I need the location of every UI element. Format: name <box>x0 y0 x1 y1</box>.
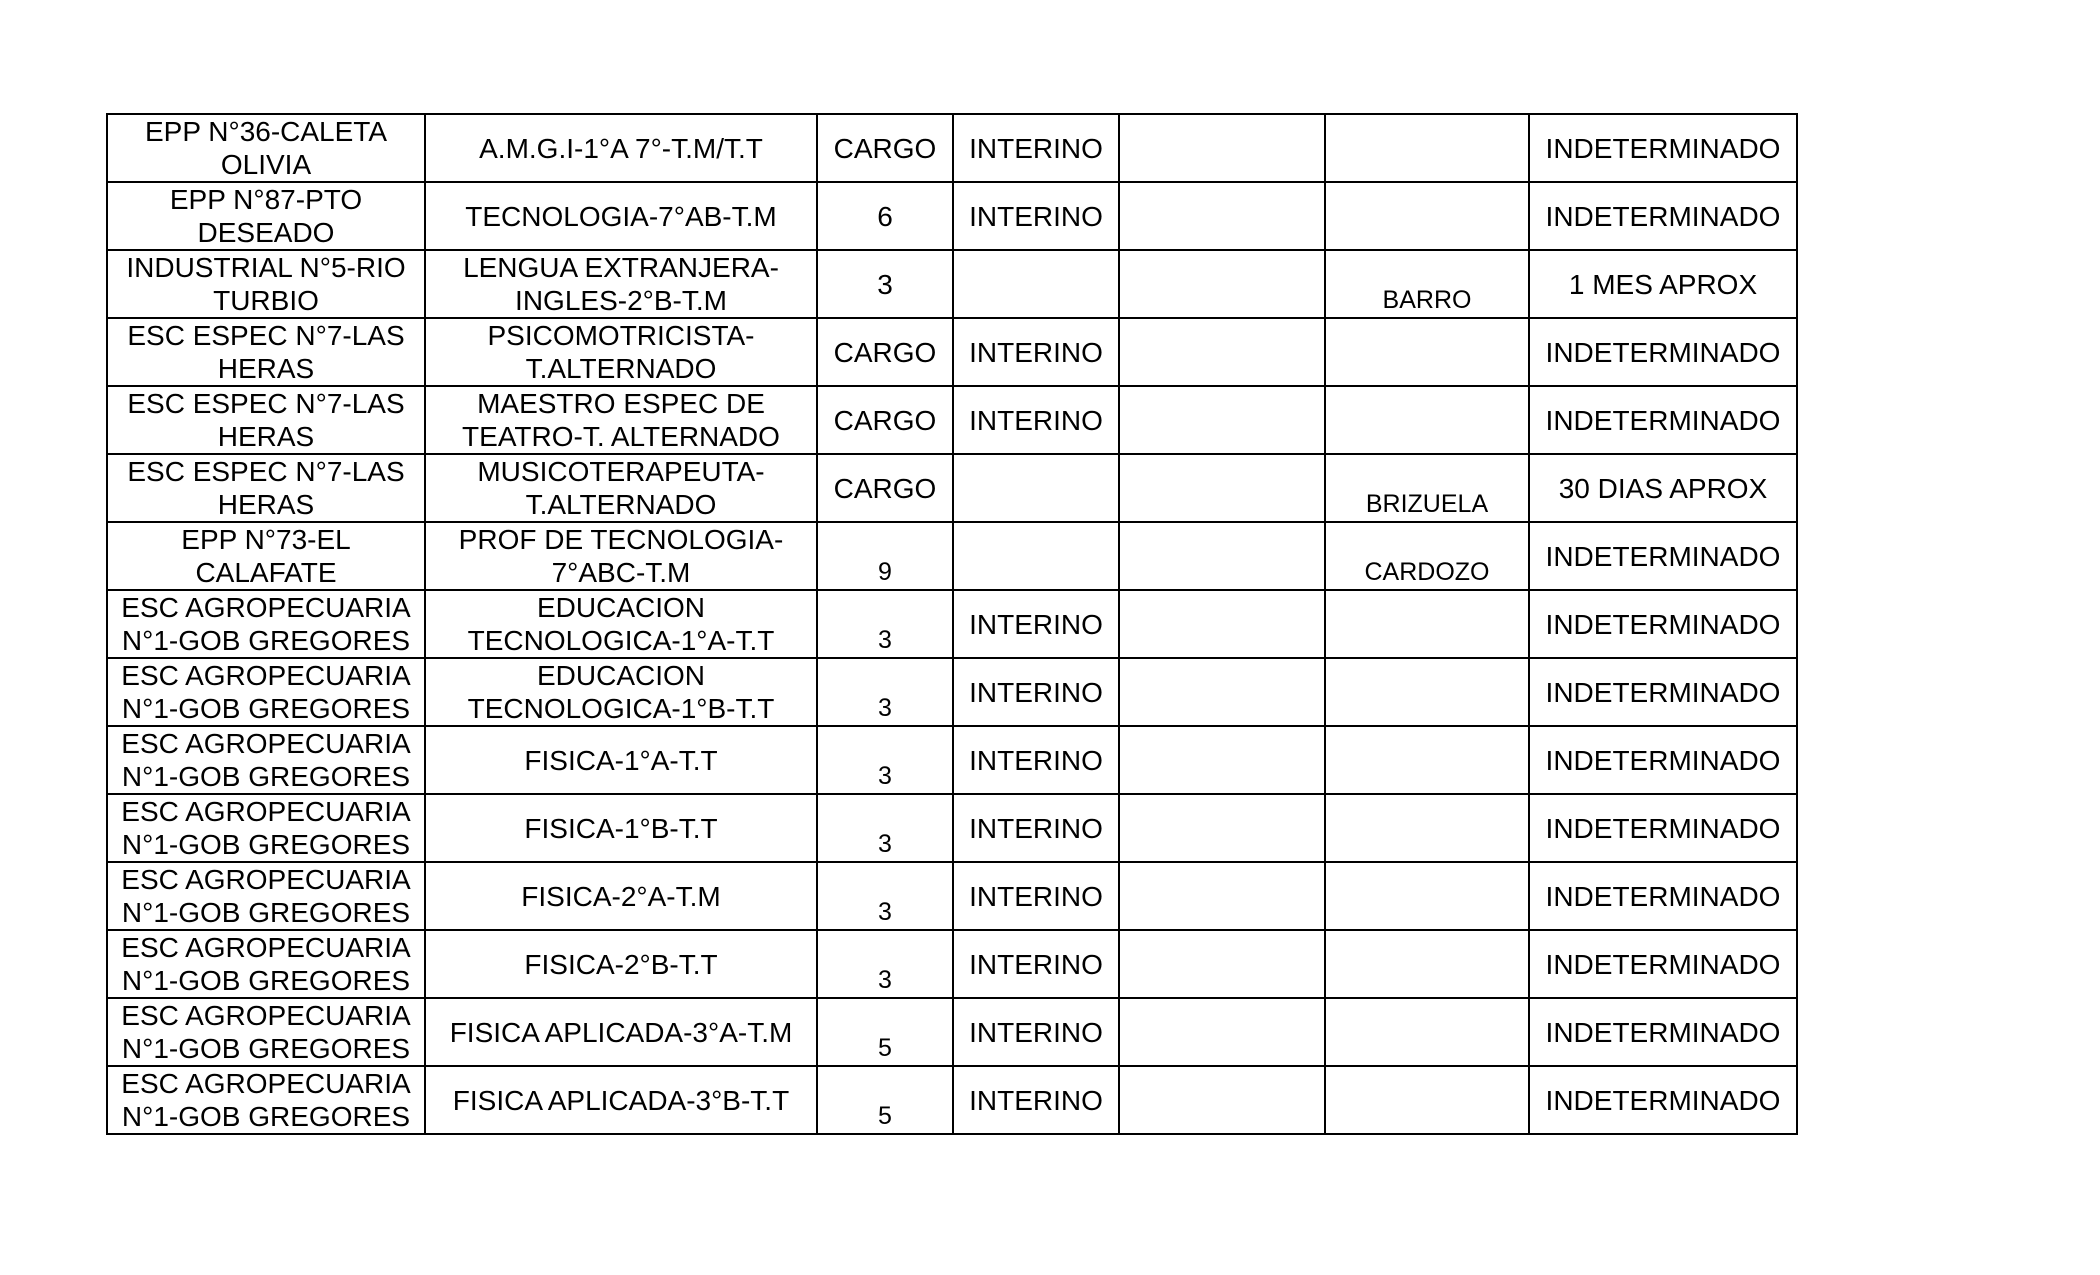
hours-cell-text: 3 <box>878 830 892 858</box>
subject-cell-text: FISICA-2°A-T.M <box>521 880 721 912</box>
school-cell <box>107 862 425 930</box>
subject-cell <box>425 794 817 862</box>
table-row <box>107 794 1797 862</box>
school-cell-text: EPP N°36-CALETA OLIVIA <box>144 116 388 180</box>
school-cell <box>107 794 425 862</box>
hours-cell <box>817 250 953 318</box>
duration-cell-text: INDETERMINADO <box>1545 744 1781 776</box>
status-cell-text: INTERINO <box>969 744 1103 776</box>
subject-cell-text: EDUCACION TECNOLOGICA-1°B-T.T <box>467 660 775 724</box>
extra-cell <box>1119 114 1325 182</box>
duration-cell <box>1529 318 1797 386</box>
school-cell <box>107 590 425 658</box>
status-cell-text: INTERINO <box>969 132 1103 164</box>
table-row <box>107 930 1797 998</box>
status-cell <box>953 930 1119 998</box>
hours-cell-text: 9 <box>878 558 892 586</box>
name-cell <box>1325 998 1529 1066</box>
status-cell <box>953 114 1119 182</box>
status-cell <box>953 182 1119 250</box>
hours-cell-text: CARGO <box>833 336 937 368</box>
school-cell-text: ESC ESPEC N°7-LAS HERAS <box>127 388 405 452</box>
duration-cell-text: INDETERMINADO <box>1545 200 1781 232</box>
subject-cell-text: EDUCACION TECNOLOGICA-1°A-T.T <box>467 592 775 656</box>
extra-cell <box>1119 998 1325 1066</box>
hours-cell <box>817 1066 953 1134</box>
school-cell <box>107 658 425 726</box>
duration-cell <box>1529 590 1797 658</box>
subject-cell-text: LENGUA EXTRANJERA-INGLES-2°B-T.M <box>463 252 779 316</box>
school-cell-text: ESC AGROPECUARIA N°1-GOB GREGORES <box>121 796 411 860</box>
name-cell-text: BRIZUELA <box>1365 490 1489 518</box>
table-row <box>107 1066 1797 1134</box>
school-cell <box>107 522 425 590</box>
hours-cell <box>817 386 953 454</box>
name-cell <box>1325 318 1529 386</box>
school-cell-text: ESC AGROPECUARIA N°1-GOB GREGORES <box>121 592 411 656</box>
duration-cell <box>1529 998 1797 1066</box>
hours-cell <box>817 794 953 862</box>
subject-cell-text: FISICA APLICADA-3°B-T.T <box>452 1084 790 1116</box>
hours-cell <box>817 726 953 794</box>
subject-cell-text: FISICA APLICADA-3°A-T.M <box>449 1016 793 1048</box>
extra-cell <box>1119 454 1325 522</box>
status-cell <box>953 998 1119 1066</box>
name-cell-text: CARDOZO <box>1364 558 1490 586</box>
duration-cell <box>1529 386 1797 454</box>
name-cell <box>1325 522 1529 590</box>
duration-cell-text: INDETERMINADO <box>1545 948 1781 980</box>
status-cell-text: INTERINO <box>969 948 1103 980</box>
table-row <box>107 250 1797 318</box>
status-cell-text: INTERINO <box>969 676 1103 708</box>
school-cell-text: ESC ESPEC N°7-LAS HERAS <box>127 320 405 384</box>
status-cell <box>953 1066 1119 1134</box>
school-cell <box>107 114 425 182</box>
subject-cell <box>425 114 817 182</box>
name-cell <box>1325 658 1529 726</box>
duration-cell-text: INDETERMINADO <box>1545 676 1781 708</box>
table-row <box>107 114 1797 182</box>
subject-cell-text: PSICOMOTRICISTA-T.ALTERNADO <box>487 320 755 384</box>
table-row <box>107 590 1797 658</box>
school-cell <box>107 998 425 1066</box>
duration-cell <box>1529 726 1797 794</box>
hours-cell-text: 3 <box>878 898 892 926</box>
school-cell-text: ESC ESPEC N°7-LAS HERAS <box>127 456 405 520</box>
name-cell <box>1325 454 1529 522</box>
school-cell-text: ESC AGROPECUARIA N°1-GOB GREGORES <box>121 864 411 928</box>
hours-cell <box>817 114 953 182</box>
hours-cell <box>817 658 953 726</box>
table-row <box>107 318 1797 386</box>
status-cell <box>953 726 1119 794</box>
extra-cell <box>1119 658 1325 726</box>
hours-cell <box>817 522 953 590</box>
extra-cell <box>1119 862 1325 930</box>
school-cell <box>107 250 425 318</box>
subject-cell-text: PROF DE TECNOLOGIA-7°ABC-T.M <box>458 524 784 588</box>
extra-cell <box>1119 522 1325 590</box>
hours-cell <box>817 454 953 522</box>
table-row <box>107 862 1797 930</box>
school-cell-text: EPP N°87-PTO DESEADO <box>169 184 363 248</box>
subject-cell-text: FISICA-1°B-T.T <box>524 812 718 844</box>
subject-cell-text: TECNOLOGIA-7°AB-T.M <box>465 200 777 232</box>
subject-cell-text: MAESTRO ESPEC DE TEATRO-T. ALTERNADO <box>462 388 780 452</box>
duration-cell <box>1529 658 1797 726</box>
name-cell <box>1325 182 1529 250</box>
name-cell <box>1325 862 1529 930</box>
extra-cell <box>1119 250 1325 318</box>
table-body <box>107 114 1797 1134</box>
duration-cell <box>1529 1066 1797 1134</box>
name-cell <box>1325 726 1529 794</box>
hours-cell-text: 5 <box>878 1034 892 1062</box>
extra-cell <box>1119 318 1325 386</box>
school-cell <box>107 930 425 998</box>
name-cell <box>1325 590 1529 658</box>
subject-cell <box>425 998 817 1066</box>
duration-cell <box>1529 114 1797 182</box>
status-cell <box>953 386 1119 454</box>
subject-cell-text: FISICA-2°B-T.T <box>524 948 718 980</box>
table-row <box>107 726 1797 794</box>
name-cell <box>1325 930 1529 998</box>
status-cell-text: INTERINO <box>969 608 1103 640</box>
subject-cell <box>425 862 817 930</box>
extra-cell <box>1119 1066 1325 1134</box>
hours-cell-text: 3 <box>878 762 892 790</box>
school-cell <box>107 182 425 250</box>
school-cell-text: EPP N°73-EL CALAFATE <box>181 524 351 588</box>
name-cell <box>1325 386 1529 454</box>
subject-cell <box>425 386 817 454</box>
table-row <box>107 522 1797 590</box>
status-cell <box>953 658 1119 726</box>
hours-cell <box>817 318 953 386</box>
extra-cell <box>1119 726 1325 794</box>
extra-cell <box>1119 386 1325 454</box>
status-cell <box>953 454 1119 522</box>
subject-cell <box>425 454 817 522</box>
school-cell-text: ESC AGROPECUARIA N°1-GOB GREGORES <box>121 932 411 996</box>
hours-cell <box>817 998 953 1066</box>
duration-cell <box>1529 250 1797 318</box>
hours-cell-text: CARGO <box>833 132 937 164</box>
table-row <box>107 182 1797 250</box>
school-cell-text: ESC AGROPECUARIA N°1-GOB GREGORES <box>121 728 411 792</box>
hours-cell <box>817 590 953 658</box>
duration-cell-text: INDETERMINADO <box>1545 1084 1781 1116</box>
hours-cell-text: 3 <box>878 966 892 994</box>
duration-cell-text: 30 DIAS APROX <box>1558 472 1768 504</box>
status-cell-text: INTERINO <box>969 1084 1103 1116</box>
subject-cell <box>425 726 817 794</box>
hours-cell-text: 3 <box>878 626 892 654</box>
extra-cell <box>1119 182 1325 250</box>
hours-cell <box>817 862 953 930</box>
extra-cell <box>1119 794 1325 862</box>
hours-cell <box>817 182 953 250</box>
name-cell <box>1325 794 1529 862</box>
duration-cell-text: INDETERMINADO <box>1545 404 1781 436</box>
subject-cell <box>425 930 817 998</box>
subject-cell-text: A.M.G.I-1°A 7°-T.M/T.T <box>479 132 763 164</box>
subject-cell-text: MUSICOTERAPEUTA-T.ALTERNADO <box>477 456 765 520</box>
duration-cell-text: INDETERMINADO <box>1545 812 1781 844</box>
school-cell <box>107 726 425 794</box>
status-cell <box>953 522 1119 590</box>
extra-cell <box>1119 930 1325 998</box>
duration-cell <box>1529 862 1797 930</box>
hours-cell-text: CARGO <box>833 404 937 436</box>
hours-cell-text: 3 <box>877 268 893 300</box>
school-cell <box>107 454 425 522</box>
name-cell <box>1325 114 1529 182</box>
duration-cell <box>1529 794 1797 862</box>
duration-cell <box>1529 454 1797 522</box>
subject-cell <box>425 1066 817 1134</box>
school-cell-text: ESC AGROPECUARIA N°1-GOB GREGORES <box>121 1068 411 1132</box>
name-cell <box>1325 1066 1529 1134</box>
status-cell <box>953 590 1119 658</box>
subject-cell-text: FISICA-1°A-T.T <box>524 744 718 776</box>
duration-cell-text: INDETERMINADO <box>1545 132 1781 164</box>
duration-cell-text: 1 MES APROX <box>1568 268 1758 300</box>
status-cell-text: INTERINO <box>969 336 1103 368</box>
duration-cell <box>1529 522 1797 590</box>
duration-cell-text: INDETERMINADO <box>1545 1016 1781 1048</box>
hours-cell-text: CARGO <box>833 472 937 504</box>
status-cell <box>953 794 1119 862</box>
duration-cell-text: INDETERMINADO <box>1545 336 1781 368</box>
duration-cell-text: INDETERMINADO <box>1545 608 1781 640</box>
duration-cell-text: INDETERMINADO <box>1545 540 1781 572</box>
duration-cell-text: INDETERMINADO <box>1545 880 1781 912</box>
table-row <box>107 454 1797 522</box>
duration-cell <box>1529 182 1797 250</box>
duration-cell <box>1529 930 1797 998</box>
status-cell <box>953 250 1119 318</box>
subject-cell <box>425 250 817 318</box>
table-row <box>107 386 1797 454</box>
school-cell-text: ESC AGROPECUARIA N°1-GOB GREGORES <box>121 660 411 724</box>
extra-cell <box>1119 590 1325 658</box>
vacancies-table <box>106 113 1798 1135</box>
status-cell-text: INTERINO <box>969 880 1103 912</box>
school-cell <box>107 1066 425 1134</box>
name-cell-text: BARRO <box>1382 286 1472 314</box>
hours-cell <box>817 930 953 998</box>
name-cell <box>1325 250 1529 318</box>
school-cell <box>107 386 425 454</box>
school-cell <box>107 318 425 386</box>
subject-cell <box>425 318 817 386</box>
hours-cell-text: 6 <box>877 200 893 232</box>
hours-cell-text: 3 <box>878 694 892 722</box>
status-cell <box>953 862 1119 930</box>
subject-cell <box>425 590 817 658</box>
status-cell-text: INTERINO <box>969 404 1103 436</box>
table-row <box>107 998 1797 1066</box>
school-cell-text: ESC AGROPECUARIA N°1-GOB GREGORES <box>121 1000 411 1064</box>
subject-cell <box>425 522 817 590</box>
status-cell-text: INTERINO <box>969 1016 1103 1048</box>
status-cell-text: INTERINO <box>969 812 1103 844</box>
status-cell-text: INTERINO <box>969 200 1103 232</box>
status-cell <box>953 318 1119 386</box>
subject-cell <box>425 658 817 726</box>
table-row <box>107 658 1797 726</box>
hours-cell-text: 5 <box>878 1102 892 1130</box>
school-cell-text: INDUSTRIAL N°5-RIO TURBIO <box>126 252 406 316</box>
subject-cell <box>425 182 817 250</box>
